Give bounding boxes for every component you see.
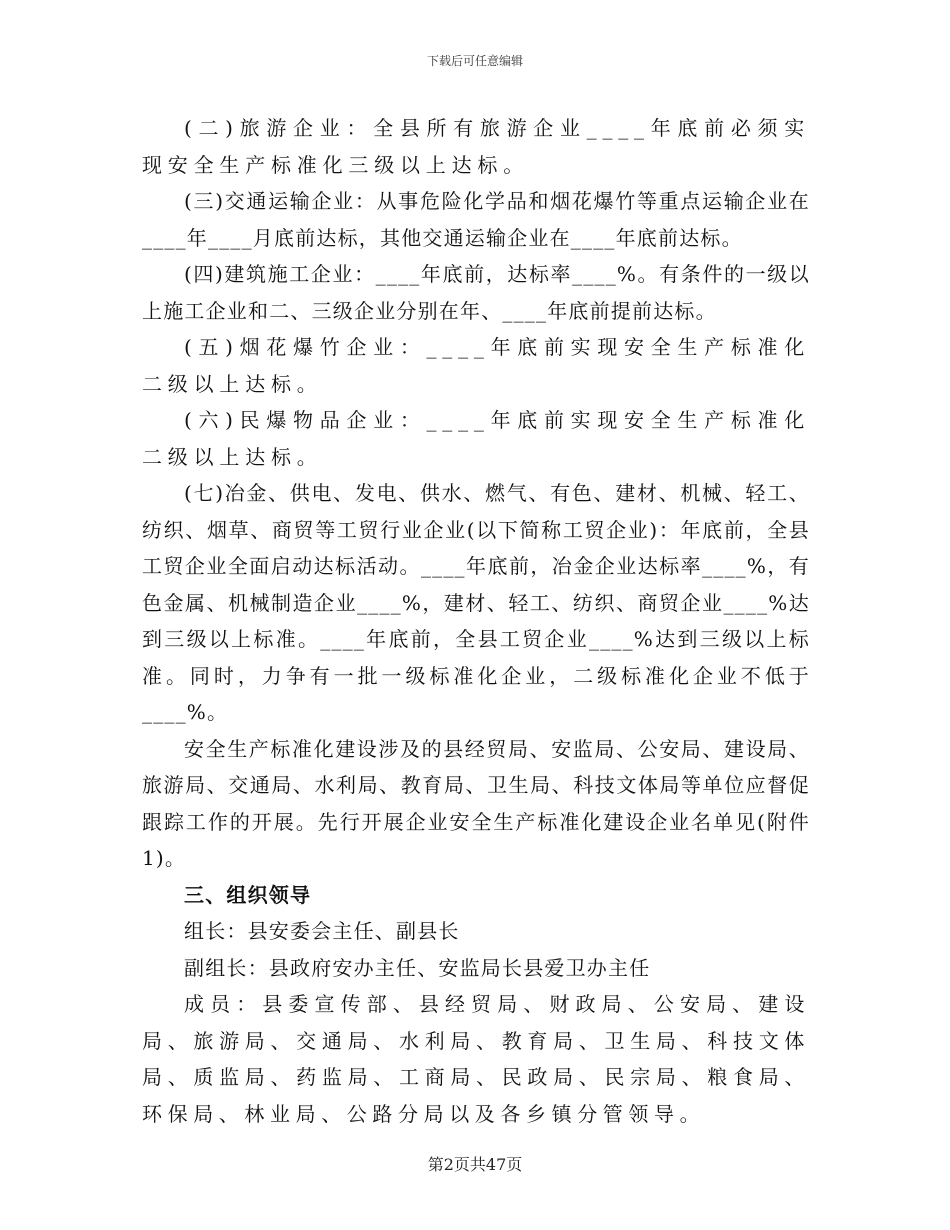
leader-line: 组长：县安委会主任、副县长 xyxy=(184,919,460,943)
document-body xyxy=(142,110,810,1132)
paragraph-industry-trade: (七)冶金、供电、发电、供水、燃气、有色、建材、机械、轻工、纺织、烟草、商贸等工贸行业企业(以下简称工贸企业)：年底前，全县工贸企业全面启动达标活动。____年底前，冶金企业达标率____%，有色金属、机械制造企业____%，建材、轻工、纺织、商贸企业____%达到三级以上标准。____年底前，全县工贸企业____%达到三级以上标准。同时，力争有一批一级标准化企业，二级标准化企业不低于____%。 xyxy=(142,481,810,724)
paragraph-departments: 安全生产标准化建设涉及的县经贸局、安监局、公安局、建设局、旅游局、交通局、水利局、教育局、卫生局、科技文体局等单位应督促跟踪工作的开展。先行开展企业安全生产标准化建设企业名单见(附件1)。 xyxy=(142,736,810,870)
page-header-note: 下载后可任意编辑 xyxy=(426,54,523,68)
section-heading: 三、组织领导 xyxy=(184,882,312,907)
paragraph-explosives: (六)民爆物品企业：____年底前实现安全生产标准化二级以上达标。 xyxy=(142,408,810,469)
paragraph-fireworks: (五)烟花爆竹企业：____年底前实现安全生产标准化二级以上达标。 xyxy=(142,335,810,396)
members-paragraph: 成员：县委宣传部、县经贸局、财政局、公安局、建设局、旅游局、交通局、水利局、教育局、卫生局、科技文体局、质监局、药监局、工商局、民政局、民宗局、粮食局、环保局、林业局、公路分局以及各乡镇分管领导。 xyxy=(142,992,810,1126)
paragraph-construction: (四)建筑施工企业：____年底前，达标率____%。有条件的一级以上施工企业和二、三级企业分别在年、____年底前提前达标。 xyxy=(142,262,810,323)
page-number-footer: 第2页共47页 xyxy=(427,1155,523,1174)
paragraph-tourism: (二)旅游企业：全县所有旅游企业____年底前必须实现安全生产标准化三级以上达标。 xyxy=(142,116,810,177)
deputy-leader-line: 副组长：县政府安办主任、安监局长县爱卫办主任 xyxy=(184,955,651,980)
paragraph-transport: (三)交通运输企业：从事危险化学品和烟花爆竹等重点运输企业在____年____月底前达标，其他交通运输企业在____年底前达标。 xyxy=(142,189,810,250)
